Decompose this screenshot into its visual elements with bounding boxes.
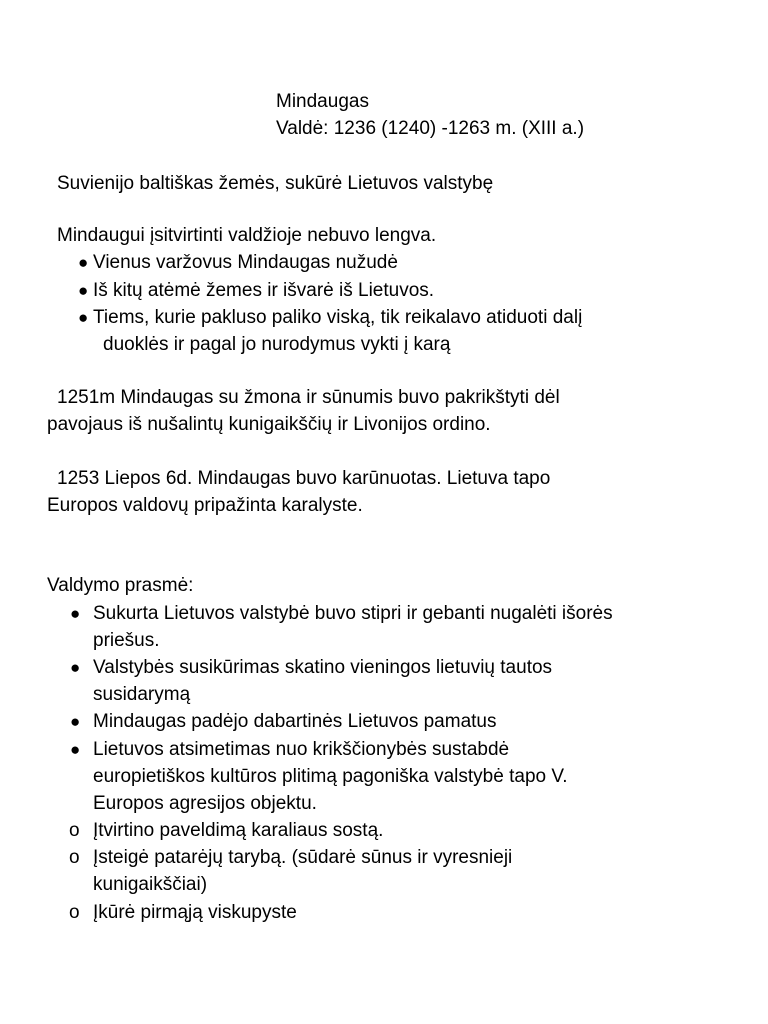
bullet-circle-icon: o [69, 847, 80, 868]
significance-item: Sukurta Lietuvos valstybė buvo stipri ir gebanti nugalėti išorės [93, 603, 613, 624]
significance-item-continuation: susidarymą [93, 684, 191, 705]
event-1253-line2: Europos valdovų pripažinta karalyste. [47, 495, 363, 516]
sub-item-continuation: kunigaikščiai) [93, 874, 208, 895]
bullet-circle-icon: o [69, 820, 80, 841]
sub-item: Įsteigė patarėjų tarybą. (sūdarė sūnus ir vyresnieji [93, 847, 513, 868]
sub-item: Įtvirtino paveldimą karaliaus sostą. [93, 820, 384, 841]
bullet-dot-icon: ● [78, 253, 89, 272]
significance-heading: Valdymo prasmė: [47, 575, 194, 596]
event-1251-line2: pavojaus iš nušalintų kunigaikščių ir Livonijos ordino. [47, 414, 491, 435]
significance-item-continuation: europietiškos kultūros plitimą pagoniška valstybė tapo V. [93, 766, 568, 787]
reign-period: Valdė: 1236 (1240) -1263 m. (XIII a.) [276, 118, 585, 139]
bullet-dot-icon: ● [78, 281, 89, 300]
significance-item-continuation: priešus. [93, 630, 160, 651]
significance-item: Mindaugas padėjo dabartinės Lietuvos pamatus [93, 711, 497, 732]
ruler-name: Mindaugas [276, 91, 369, 112]
bullet-circle-icon: o [69, 902, 80, 923]
bullet-dot-icon: ● [78, 308, 89, 327]
event-1251-line1: 1251m Mindaugas su žmona ir sūnumis buvo pakrikštyti dėl [57, 387, 560, 408]
list-item: Iš kitų atėmė žemes ir išvarė iš Lietuvos. [93, 280, 435, 301]
bullet-dot-icon: ● [70, 740, 81, 759]
sub-item: Įkūrė pirmąją viskupyste [93, 902, 297, 923]
summary-text: Suvienijo baltiškas žemės, sukūrė Lietuvos valstybę [57, 173, 494, 194]
significance-item: Lietuvos atsimetimas nuo krikščionybės sustabdė [93, 739, 510, 760]
list-item-continuation: duoklės ir pagal jo nurodymus vykti į karą [103, 334, 451, 355]
bullet-dot-icon: ● [70, 604, 81, 623]
significance-item: Valstybės susikūrimas skatino vieningos lietuvių tautos [93, 657, 553, 678]
event-1253-line1: 1253 Liepos 6d. Mindaugas buvo karūnuotas. Lietuva tapo [57, 468, 551, 489]
bullet-dot-icon: ● [70, 658, 81, 677]
consolidation-intro: Mindaugui įsitvirtinti valdžioje nebuvo lengva. [57, 225, 437, 246]
bullet-dot-icon: ● [70, 712, 81, 731]
list-item: Tiems, kurie pakluso paliko viską, tik reikalavo atiduoti dalį [93, 307, 583, 328]
list-item: Vienus varžovus Mindaugas nužudė [93, 252, 398, 273]
significance-item-continuation: Europos agresijos objektu. [93, 793, 317, 814]
